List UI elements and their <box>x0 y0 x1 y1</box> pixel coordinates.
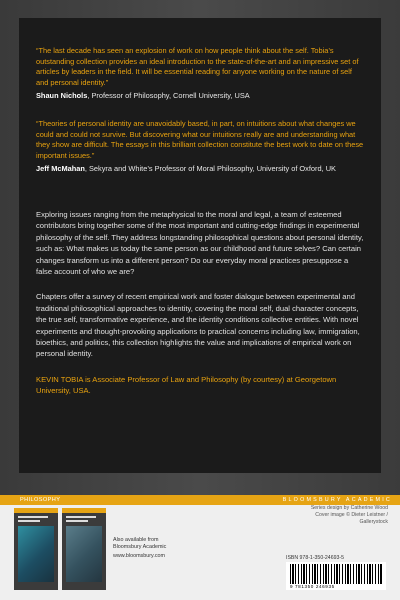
endorser-name-1: Shaun Nichols <box>36 91 88 101</box>
barcode <box>286 562 386 590</box>
endorsement-quote-1: “The last decade has seen an explosion of work on how people think about the self. Tobia’s outstanding collection provides an ideal introduction to the state-of-the-art and an impressive set of articles by leaders in the field. It will be essential reading for anyone working on the nature of self and personal identity.” <box>36 46 359 87</box>
isbn-label: ISBN 978-1-350-24693-5 <box>286 555 344 561</box>
category-label: PHILOSOPHY <box>20 497 61 503</box>
author-bio <box>36 374 365 397</box>
also-available-text: Also available from Bloomsbury Academic <box>113 537 167 551</box>
endorsement-attribution-2 <box>36 164 365 175</box>
endorsement-attribution-1 <box>36 91 365 102</box>
related-book-cover-2 <box>62 508 106 590</box>
endorsement-quote-2: “Theories of personal identity are unavoidably based, in part, on intuitions about what changes we could and could not survive. But discovering what our intuitions really are and understanding what they show are difficult. The essays in this brilliant collection constitute the best work to date on these important issues.” <box>36 118 364 160</box>
design-credits: Series design by Catherine Wood Cover image © Dieter Leistner / Gallerystock <box>310 505 388 525</box>
text-panel <box>19 18 381 473</box>
description-paragraph-2: Chapters offer a survey of recent empirical work and foster dialogue between experimental and traditional philosophical approaches to identity, covering the moral self, dual character concepts, the true self, transformative experience, and the identity conditions collective entities. With novel experiments and thought-provoking applications to practical concerns including law, immigration, bioethics, and politics, this collection highlights the value and implications of empirical work on personal identity. <box>36 292 360 359</box>
publisher-label: BLOOMSBURY ACADEMIC <box>282 497 392 503</box>
author-bio-text: is Associate Professor of Law and Philosophy (by courtesy) at Georgetown University, USA. <box>36 374 337 396</box>
related-book-image-2 <box>66 526 102 582</box>
related-book-image-1 <box>18 526 54 582</box>
endorser-affiliation-2: , Sekyra and White’s Professor of Moral Philosophy, University of Oxford, UK <box>84 164 336 174</box>
barcode-bars <box>290 564 382 584</box>
website-link[interactable]: www.bloomsbury.com <box>113 553 166 559</box>
category-band <box>0 495 400 505</box>
description-paragraph-1: Exploring issues ranging from the metaphysical to the moral and legal, a team of esteemed contributors bring together some of the most important and cutting-edge findings in experimental philosophy of the self. They address longstanding philosophical questions about personal identity, such as: What makes us today the same person as our childhood and future selves? Can certain changes transform us into a different person? Do our everyday moral practices presuppose a false account of who we are? <box>36 209 364 276</box>
endorser-affiliation-1: , Professor of Philosophy, Cornell University, USA <box>87 91 250 101</box>
author-name: KEVIN TOBIA <box>36 374 83 384</box>
endorser-name-2: Jeff McMahan <box>36 164 85 174</box>
barcode-number: 9 781350 246935 <box>290 584 335 589</box>
related-book-cover-1 <box>14 508 58 590</box>
